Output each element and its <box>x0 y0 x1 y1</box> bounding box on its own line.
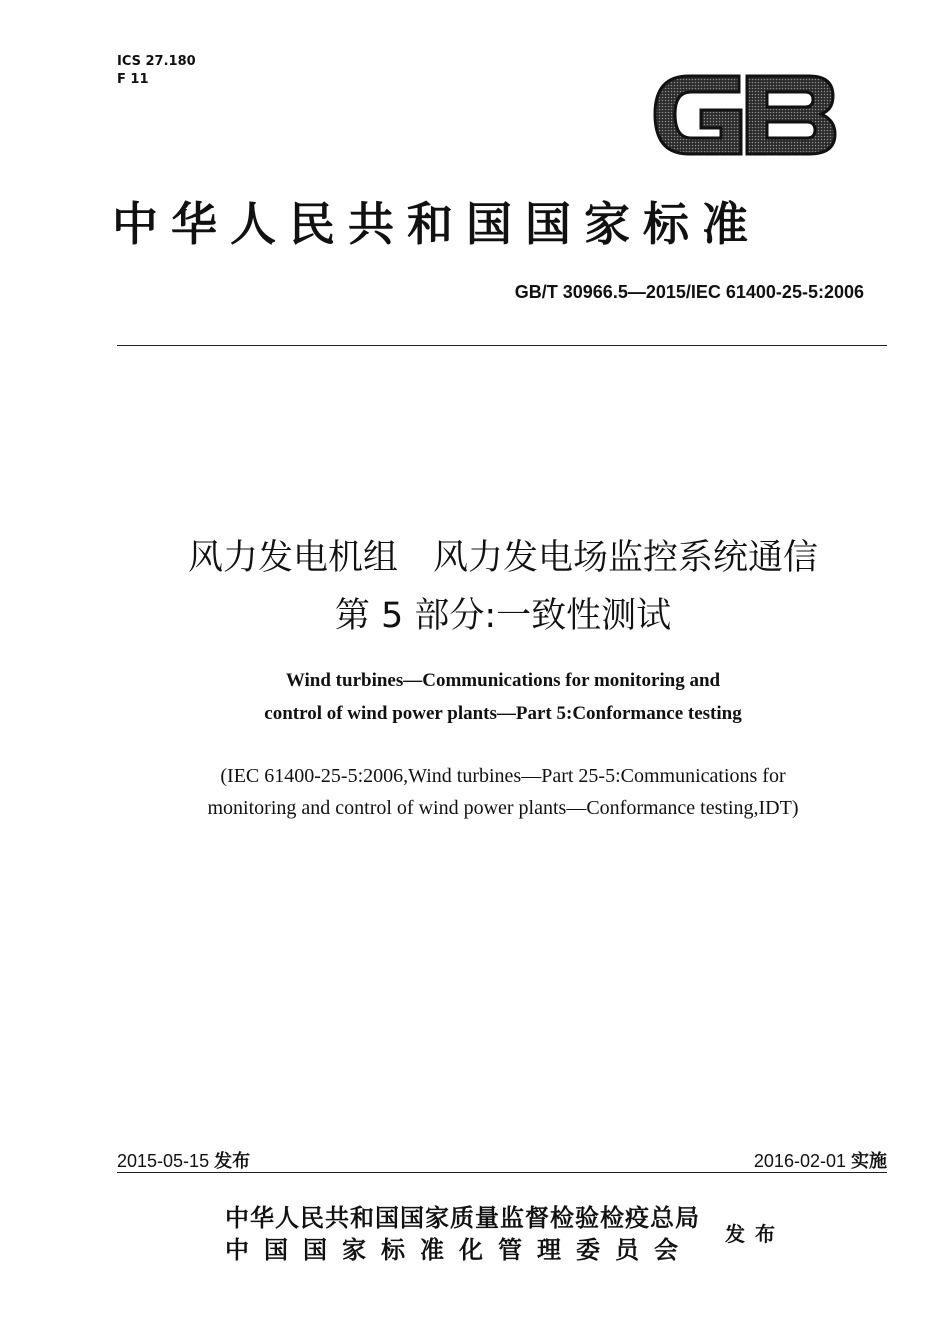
implement-date-block <box>754 1147 887 1173</box>
ics-code: ICS 27.180 <box>117 54 196 69</box>
implement-label: 实施 <box>851 1151 887 1172</box>
title-en-line2: control of wind power plants—Part 5:Conformance testing <box>264 703 742 724</box>
classification-codes <box>117 53 196 89</box>
iec-reference-line1: (IEC 61400-25-5:2006,Wind turbines—Part 25-5:Communications for <box>220 765 786 787</box>
issuing-authorities <box>225 1202 700 1266</box>
bottom-divider <box>117 1172 887 1173</box>
title-cn-line1: 风力发电机组 风力发电场监控系统通信 <box>187 538 818 578</box>
organization-title: 中华人民共和国国家标准 <box>112 197 761 251</box>
top-divider <box>117 345 887 346</box>
publish-label: 发布 <box>214 1151 251 1172</box>
implement-date: 2016-02-01 <box>753 1151 846 1171</box>
gb-logo <box>649 66 839 162</box>
issuer-line2: 中国国家标准化管理委员会 <box>225 1236 693 1264</box>
publish-date: 2015-05-15 <box>117 1151 210 1171</box>
title-en-line1: Wind turbines—Communications for monitoring and <box>285 670 721 691</box>
standard-number: GB/T 30966.5—2015/IEC 61400-25-5:2006 <box>514 282 864 302</box>
issue-label: 发布 <box>725 1222 785 1246</box>
issuer-line1: 中华人民共和国国家质量监督检验检疫总局 <box>225 1204 700 1232</box>
title-cn-line2: 第 5 部分:一致性测试 <box>334 596 672 636</box>
ccs-code: F 11 <box>117 72 149 87</box>
publish-date-block <box>117 1147 250 1173</box>
iec-reference-line2: monitoring and control of wind power plants—Conformance testing,IDT) <box>207 797 799 819</box>
